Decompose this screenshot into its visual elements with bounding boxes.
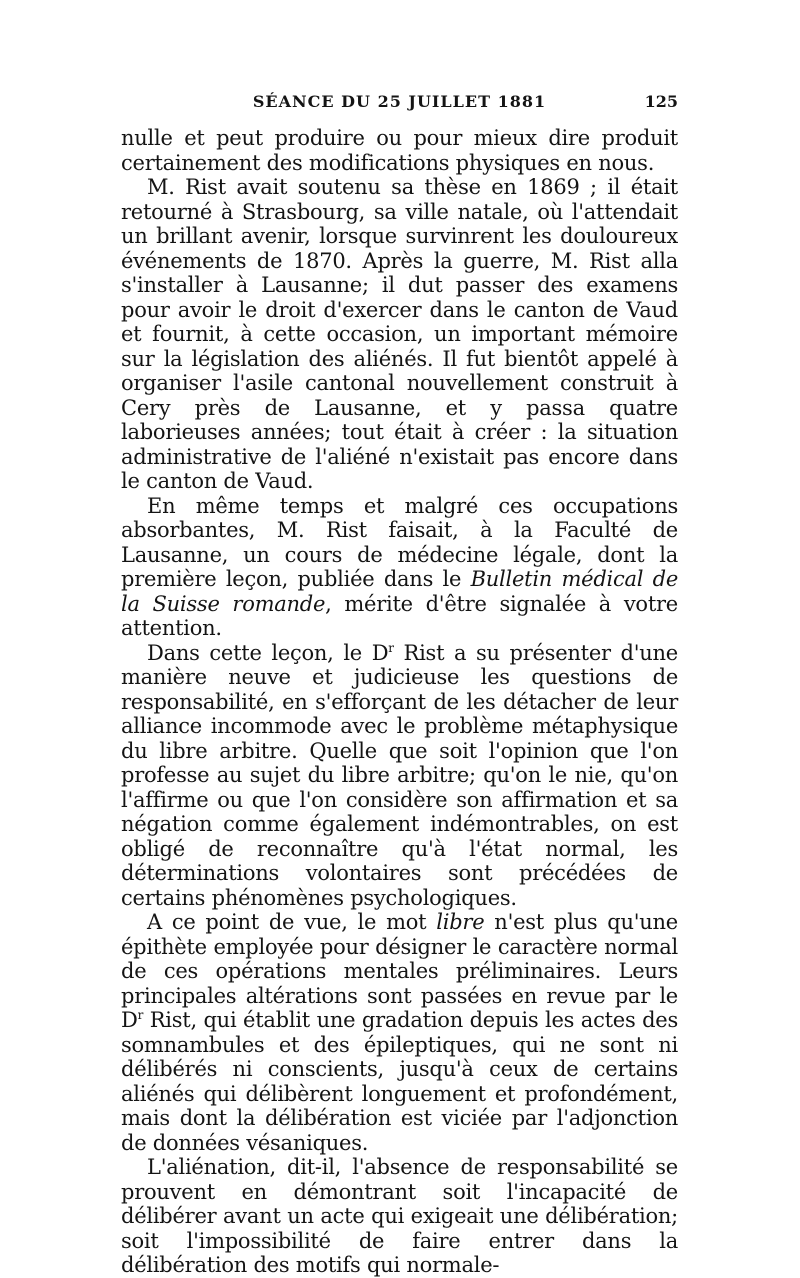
paragraph-text: A ce point de vue, le mot <box>147 910 437 934</box>
emphasized-word: libre <box>436 910 485 934</box>
running-head <box>121 92 678 126</box>
paragraph-text: Rist a su présenter d'une manière neuve et judicieuse les questions de responsabilité, en s'efforçant de les détacher de leur alliance incommode avec le problème métaphysique du libre arbitre. Quelle que soit l'opinion que l'on professe au sujet du libre arbitre; qu'on le nie, qu'on l'affirme ou que l'on considère son affirmation et sa négation comme également indémontrables, on est obligé de reconnaître qu'à l'état normal, les déterminations volontaires sont précédées de certains phénomènes psychologiques. <box>121 640 678 910</box>
paragraph-rist-career: M. Rist avait soutenu sa thèse en 1869 ; il était retourné à Strasbourg, sa ville natale, où l'attendait un brillant avenir, lorsque survinrent les douloureux événements de 1870. Après la guerre, M. Rist alla s'installer à Lausanne; il dut passer des examens pour avoir le droit d'exercer dans le canton de Vaud et fournit, à cette occasion, un important mémoire sur la législation des aliénés. Il fut bientôt appelé à organiser l'asile cantonal nouvellement construit à Cery près de Lausanne, et y passa quatre laborieuses années; tout était à créer : la situation administrative de l'aliéné n'existait pas encore dans le canton de Vaud. <box>121 175 678 493</box>
paragraph-text: , mérite d'être signalée à votre attention. <box>121 591 678 640</box>
paragraph-text: n'est plus qu'une épithète employée pour désigner le caractère normal de ces opérations mentales préliminaires. Leurs principales altérations sont passées en revue par le D <box>121 910 678 1032</box>
journal-title: Bulletin médical de la Suisse romande <box>121 567 679 616</box>
paragraph-text: En même temps et malgré ces occupations absorbantes, M. Rist faisait, à la Faculté de Lausanne, un cours de médecine légale, dont la première leçon, publiée dans le <box>121 493 678 591</box>
body-text <box>121 126 678 1278</box>
page-number: 125 <box>644 92 678 111</box>
book-page <box>121 92 678 1278</box>
paragraph-text: Dans cette leçon, le D <box>147 640 389 665</box>
running-title: SÉANCE DU 25 JUILLET 1881 <box>252 92 547 111</box>
paragraph-continuation: nulle et peut produire ou pour mieux dire produit certainement des modifications physiques en nous. <box>121 126 678 175</box>
paragraph-alienation: L'aliénation, dit-il, l'absence de responsabilité se prouvent en démontrant soit l'incapacité de délibérer avant un acte qui exigeait une délibération; soit l'impossibilité de faire entrer dans la délibération des motifs qui normale- <box>121 1155 678 1277</box>
doctor-abbreviation-superscript: r <box>388 640 394 655</box>
paragraph-legal-medicine-course <box>121 494 678 641</box>
doctor-abbreviation-superscript: r <box>137 1008 144 1022</box>
paragraph-free-will <box>121 910 678 1155</box>
paragraph-responsibility-lesson <box>121 641 678 911</box>
paragraph-text: Rist, qui établit une gradation depuis les actes des somnambules et des épileptiques, qui ne sont ni délibérés ni conscients, jusqu'à ceux de certains aliénés qui délibèrent longuement et profondément, mais dont la délibération est viciée par l'adjonction de données vésaniques. <box>121 1008 678 1155</box>
